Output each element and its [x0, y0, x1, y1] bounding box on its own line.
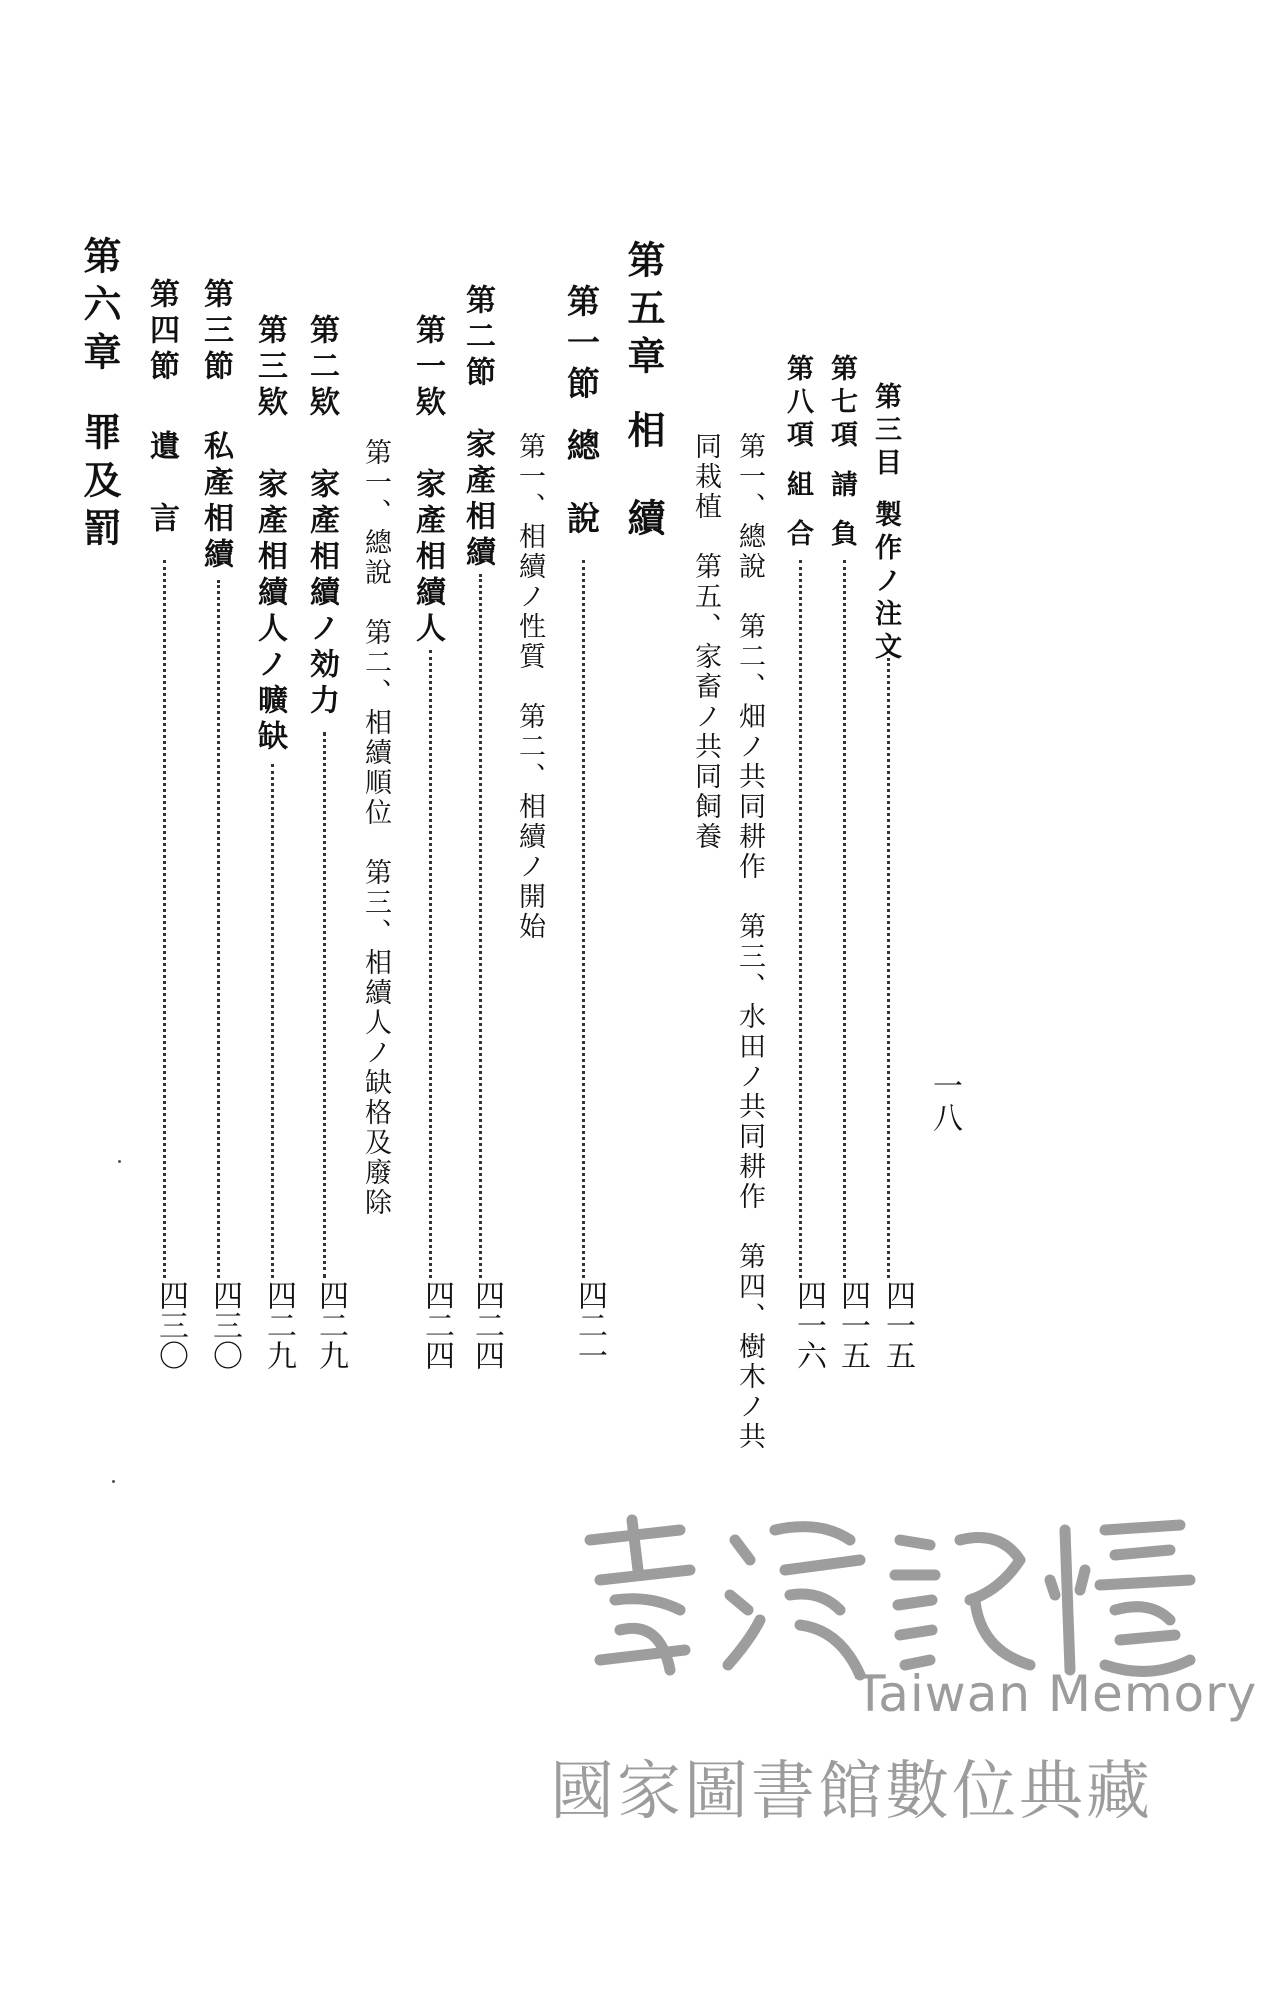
toc-entry-title: 製作ノ注文 — [870, 500, 901, 665]
toc-entry-title: 遺言 — [144, 430, 179, 574]
toc-page-ref: 四二一 — [572, 1280, 607, 1370]
calligraphy-watermark — [560, 1500, 1200, 1690]
toc-page-ref: 四二四 — [419, 1280, 454, 1370]
page-number: 一八 — [927, 1070, 962, 1134]
toc-page-ref: 四二九 — [313, 1280, 348, 1370]
toc-subitems: 第一、總說 第二、畑ノ共同耕作 第三、水田ノ共同耕作 第四、樹木ノ共 — [734, 432, 765, 1452]
toc-page-ref: 四二四 — [469, 1280, 504, 1370]
dot-leader — [217, 580, 220, 1278]
dot-leader — [479, 574, 482, 1278]
dot-leader — [163, 560, 166, 1278]
dot-leader — [271, 764, 274, 1278]
toc-entry-heading: 第七項 — [826, 354, 857, 453]
toc-page-ref: 四三〇 — [153, 1280, 188, 1370]
toc-entry-heading: 第三節 — [198, 278, 233, 386]
scan-speck — [118, 1160, 121, 1163]
dot-leader — [887, 658, 890, 1278]
toc-page-ref: 四二九 — [261, 1280, 296, 1370]
toc-entry-title: 請負 — [826, 470, 857, 568]
toc-entry-heading: 第三欵 — [252, 314, 287, 422]
dot-leader — [799, 560, 802, 1278]
toc-entry-heading: 第二欵 — [304, 314, 339, 422]
toc-page-ref: 四一五 — [835, 1280, 870, 1370]
chapter-title: 罪及罰 — [77, 412, 121, 556]
toc-entry-heading: 第三目 — [870, 382, 901, 481]
watermark-english: Taiwan Memory — [855, 1665, 1258, 1723]
toc-entry-title: 組合 — [782, 470, 813, 568]
toc-entry-heading: 第八項 — [782, 354, 813, 453]
toc-subitems: 同栽植 第五、家畜ノ共同飼養 — [690, 432, 721, 852]
toc-entry-heading: 第一節 — [562, 284, 601, 407]
watermark-institution: 國家圖書館數位典藏 — [550, 1755, 1153, 1829]
dot-leader — [429, 650, 432, 1278]
toc-entry-heading: 第二節 — [460, 284, 495, 392]
scan-speck — [112, 1480, 115, 1483]
toc-subitems: 第一、相續ノ性質 第二、相續ノ開始 — [514, 432, 545, 942]
chapter-heading: 第五章 — [621, 240, 665, 384]
dot-leader — [843, 560, 846, 1278]
dot-leader — [582, 560, 585, 1278]
toc-entry-title: 總說 — [562, 428, 601, 574]
toc-entry-title: 家產相續ノ効力 — [304, 468, 339, 720]
toc-entry-heading: 第一欵 — [410, 314, 445, 422]
toc-entry-title: 家產相續 — [460, 428, 495, 572]
chapter-heading: 第六章 — [77, 236, 121, 380]
toc-entry-heading: 第四節 — [144, 278, 179, 386]
toc-page-ref: 四三〇 — [207, 1280, 242, 1370]
chapter-title: 相續 — [621, 410, 665, 586]
toc-page-ref: 四一六 — [791, 1280, 826, 1370]
dot-leader — [323, 732, 326, 1278]
toc-entry-title: 家產相續人 — [410, 468, 445, 648]
toc-entry-title: 私產相續 — [198, 430, 233, 574]
toc-entry-title: 家產相續人ノ曠缺 — [252, 468, 287, 756]
toc-page-ref: 四一五 — [880, 1280, 915, 1370]
toc-subitems: 第一、總說 第二、相續順位 第三、相續人ノ缺格及廢除 — [360, 438, 391, 1218]
